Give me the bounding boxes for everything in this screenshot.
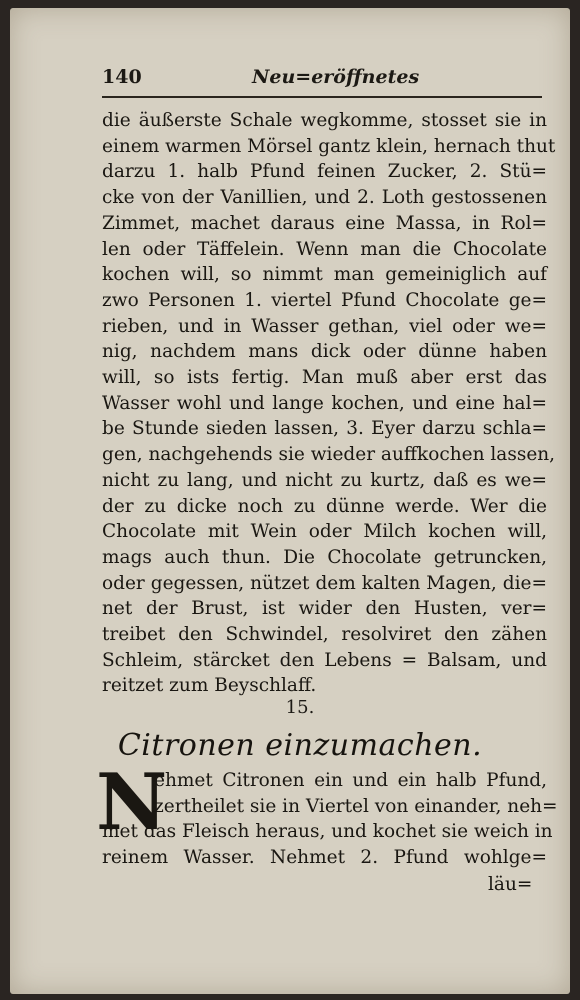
section-title: Citronen einzumachen.: [117, 728, 483, 763]
text-line: kochen will, so nimmt man gemeiniglich auf: [102, 264, 547, 286]
recipe-paragraph: [96, 757, 558, 871]
text-line: die äußerste Schale wegkomme, stosset sie in: [102, 110, 547, 131]
text-line: will, so ists fertig. Man muß aber erst das: [102, 367, 547, 389]
text-line: cke von der Vanillien, und 2. Loth gestossenen: [102, 187, 547, 209]
book-page: [10, 8, 570, 994]
text-line: mags auch thun. Die Chocolate getruncken,: [102, 546, 547, 568]
text-line: gen, nachgehends sie wieder auffkochen lassen,: [102, 444, 556, 466]
drop-cap: N: [96, 757, 168, 848]
text-line: einem warmen Mörsel gantz klein, hernach thut: [102, 135, 556, 157]
text-line: zertheilet sie in Viertel von einander, neh=: [154, 795, 558, 817]
text-line: reitzet zum Beyschlaff.: [102, 675, 317, 697]
text-line: met das Fleisch heraus, und kochet sie weich in: [102, 821, 553, 843]
catchword: läu=: [488, 874, 533, 895]
text-line: Zimmet, machet daraus eine Massa, in Rol=: [102, 212, 547, 234]
page-number: 140: [102, 66, 142, 88]
text-line: ehmet Citronen ein und ein halb Pfund,: [154, 770, 547, 791]
body-paragraph: [102, 108, 556, 699]
text-line: Wasser wohl und lange kochen, und eine hal=: [102, 392, 547, 414]
text-line: treibet den Schwindel, resolviret den zähen: [102, 624, 547, 646]
text-line: darzu 1. halb Pfund feinen Zucker, 2. Stü=: [102, 161, 547, 183]
text-line: net der Brust, ist wider den Husten, ver=: [102, 598, 547, 620]
section-number: 15.: [285, 697, 315, 718]
text-line: zwo Personen 1. viertel Pfund Chocolate ge=: [102, 289, 547, 311]
text-line: oder gegessen, nützet dem kalten Magen, die=: [102, 572, 547, 594]
text-line: len oder Täffelein. Wenn man die Chocolate: [102, 238, 547, 260]
text-line: be Stunde sieden lassen, 3. Eyer darzu schla=: [102, 418, 547, 440]
text-line: Schleim, stärcket den Lebens = Balsam, und: [102, 649, 547, 671]
text-line: der zu dicke noch zu dünne werde. Wer die: [102, 495, 547, 517]
text-line: nig, nachdem mans dick oder dünne haben: [102, 341, 547, 363]
page-header: [102, 66, 542, 94]
text-line: rieben, und in Wasser gethan, viel oder we=: [102, 315, 547, 337]
header-rule: [102, 96, 542, 98]
running-head: Neu=eröffnetes: [252, 66, 420, 88]
text-line: reinem Wasser. Nehmet 2. Pfund wohlge=: [102, 847, 547, 869]
text-line: nicht zu lang, und nicht zu kurtz, daß es we=: [102, 469, 547, 491]
text-line: Chocolate mit Wein oder Milch kochen will,: [102, 521, 547, 543]
